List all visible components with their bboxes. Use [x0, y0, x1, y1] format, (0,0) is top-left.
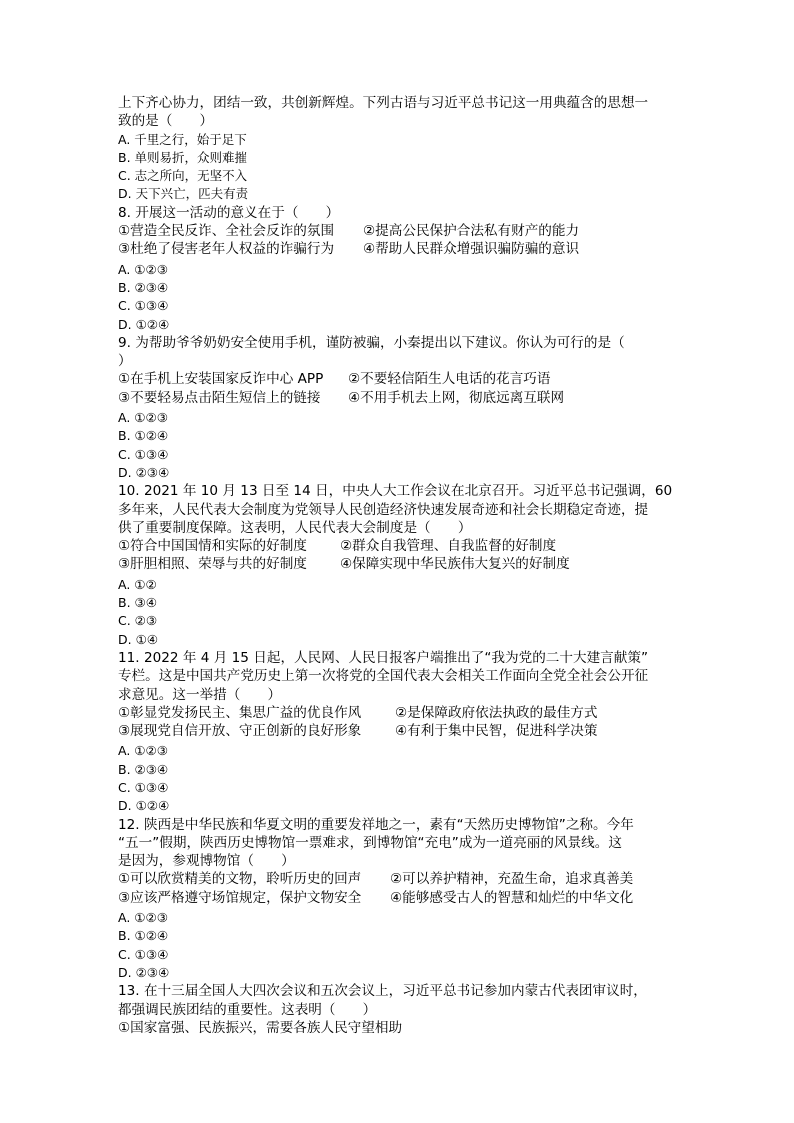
statement: ④能够感受古人的智慧和灿烂的中华文化: [390, 889, 634, 906]
question-stem-line: 是因为，参观博物馆（ ）: [118, 853, 295, 870]
answer-option: C. ①③④: [118, 298, 169, 314]
question-stem-line: 上下齐心协力，团结一致，共创新辉煌。下列古语与习近平总书记这一用典蕴含的思想一: [118, 95, 649, 111]
question-stem-line: 供了重要制度保障。这表明，人民代表大会制度是（ ）: [118, 519, 472, 536]
statement-row: [118, 870, 688, 888]
statement: ③应该严格遵守场馆规定，保护文物安全: [118, 889, 362, 906]
statement: ①可以欣赏精美的文物，聆听历史的回声: [118, 871, 362, 888]
statement: ④保障实现中华民族伟大复兴的好制度: [340, 556, 570, 573]
answer-options: [118, 742, 688, 815]
question-8: [118, 204, 688, 334]
answer-option: C. ①③④: [118, 779, 169, 795]
answer-option: D. ①②④: [118, 316, 170, 332]
statement-row: [118, 222, 688, 240]
answer-option: A. ①②③: [118, 410, 168, 426]
question-stem-line: 求意见。这一举措（ ）: [118, 686, 282, 703]
answer-options: [118, 131, 688, 204]
answer-option: A. 千里之行，始于足下: [118, 131, 247, 147]
statement: ①国家富强、民族振兴，需要各族人民守望相助: [118, 1019, 403, 1036]
question-stem-line: 9. 为帮助爷爷奶奶安全使用手机，谨防被骗，小秦提出以下建议。你认为可行的是（: [118, 334, 625, 351]
question-stem-line: ）: [118, 353, 132, 370]
answer-options: [118, 261, 688, 334]
question-13: [118, 982, 688, 1037]
question-stem-line: 12. 陕西是中华民族和华夏文明的重要发祥地之一，素有“天然历史博物馆”之称。今年: [118, 816, 634, 833]
statement-row: [118, 722, 688, 740]
answer-option: B. 单则易折，众则难摧: [118, 149, 248, 165]
question-stem-line: “五一”假期，陕西历史博物馆一票难求，到博物馆“充电”成为一道亮丽的风景线。这: [118, 834, 622, 851]
statement: ③杜绝了侵害老年人权益的诈骗行为: [118, 241, 335, 258]
answer-option: B. ①②④: [118, 928, 169, 944]
statement: ③展现党自信开放、守正创新的良好形象: [118, 723, 362, 740]
answer-option: A. ①②③: [118, 910, 168, 926]
answer-option: C. ①③④: [118, 946, 169, 962]
question-stem-line: 专栏。这是中国共产党历史上第一次将党的全国代表大会相关工作面向全党全社会公开征: [118, 668, 649, 685]
question-12: [118, 816, 688, 983]
statement: ②是保障政府依法执政的最佳方式: [395, 704, 598, 721]
answer-option: D. ①④: [118, 631, 158, 647]
answer-options: [118, 909, 688, 982]
statement-row: [118, 537, 688, 555]
statement-row: [118, 370, 688, 388]
answer-option: C. 志之所向，无坚不入: [118, 168, 248, 184]
statement: ②不要轻信陌生人电话的花言巧语: [348, 371, 551, 388]
statement-row: [118, 889, 688, 907]
statement: ①营造全民反诈、全社会反诈的氛围: [118, 223, 335, 240]
question-7: [118, 94, 688, 204]
statement: ③不要轻易点击陌生短信上的链接: [118, 389, 321, 406]
statement: ③肝胆相照、荣辱与共的好制度: [118, 556, 307, 573]
answer-option: D. 天下兴亡，匹夫有责: [118, 186, 249, 202]
statement: ①彰显党发扬民主、集思广益的优良作风: [118, 704, 362, 721]
answer-option: C. ①③④: [118, 446, 169, 462]
statement: ④有利于集中民智，促进科学决策: [395, 723, 598, 740]
question-stem-line: 8. 开展这一活动的意义在于（ ）: [118, 204, 340, 221]
statement-row: [118, 240, 688, 258]
answer-option: C. ②③: [118, 613, 158, 629]
statement-row: [118, 389, 688, 407]
question-stem-line: 13. 在十三届全国人大四次会议和五次会议上，习近平总书记参加内蒙古代表团审议时，: [118, 983, 647, 1000]
statement: ②群众自我管理、自我监督的好制度: [340, 538, 557, 555]
statement: ④不用手机去上网，彻底远离互联网: [348, 389, 565, 406]
question-11: [118, 649, 688, 816]
statement: ②可以养护精神，充盈生命，追求真善美: [390, 871, 634, 888]
answer-option: B. ③④: [118, 595, 157, 611]
answer-option: D. ②③④: [118, 464, 170, 480]
question-stem-line: 多年来，人民代表大会制度为党领导人民创造经济快速发展奇迹和社会长期稳定奇迹，提: [118, 501, 649, 518]
statement-row: [118, 555, 688, 573]
answer-option: A. ①②③: [118, 261, 168, 277]
answer-option: D. ②③④: [118, 964, 170, 980]
question-stem-line: 都强调民族团结的重要性。这表明（ ）: [118, 1001, 377, 1018]
answer-option: D. ①②④: [118, 798, 170, 814]
answer-options: [118, 576, 688, 649]
answer-option: A. ①②: [118, 576, 157, 592]
statement: ①在手机上安装国家反诈中心 APP: [118, 371, 324, 388]
answer-option: B. ②③④: [118, 279, 169, 295]
statement: ②提高公民保护合法私有财产的能力: [363, 223, 580, 240]
statement: ①符合中国国情和实际的好制度: [118, 538, 307, 555]
answer-options: [118, 409, 688, 482]
question-10: [118, 482, 688, 649]
question-stem-line: 致的是（ ）: [118, 113, 214, 130]
question-9: [118, 334, 688, 482]
answer-option: B. ②③④: [118, 761, 169, 777]
statement: ④帮助人民群众增强识骗防骗的意识: [363, 241, 580, 258]
answer-option: A. ①②③: [118, 743, 168, 759]
answer-option: B. ①②④: [118, 428, 169, 444]
question-stem-line: 10. 2021 年 10 月 13 日至 14 日，中央人大工作会议在北京召开。习近平总书记强调，60: [118, 483, 673, 500]
statement-row: [118, 704, 688, 722]
question-stem-line: 11. 2022 年 4 月 15 日起，人民网、人民日报客户端推出了“我为党的二十大建言献策”: [118, 649, 648, 666]
document-page: [118, 94, 688, 1037]
statement-row: [118, 1019, 688, 1037]
